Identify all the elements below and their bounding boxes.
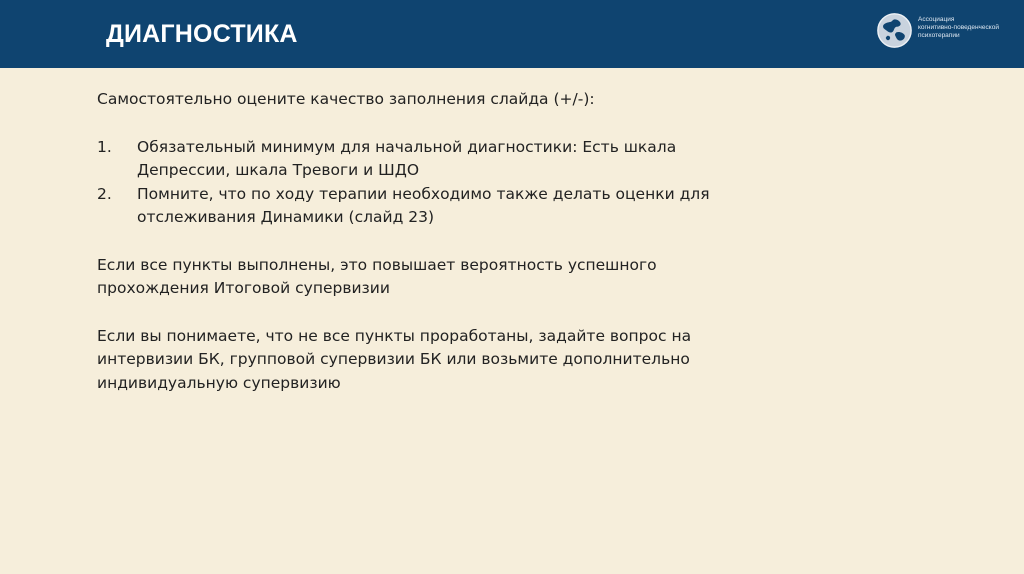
list-item [97,136,737,183]
intro-text: Самостоятельно оцените качество заполнения слайда (+/-): [97,90,595,108]
globe-icon [876,12,913,49]
association-logo [876,12,1016,52]
logo-caption [918,16,1014,40]
logo-line: психотерапии [918,32,960,39]
paragraph-supervision: Если вы понимаете, что не все пункты проработаны, задайте вопрос на интервизии БК, групповой супервизии БК или возьмите дополнительно индивидуальную супервизию [97,326,692,392]
list-number: 2. [97,184,112,203]
list-text: Помните, что по ходу терапии необходимо также делать оценки для отслеживания Динамики (слайд 23) [137,184,710,226]
list-text: Обязательный минимум для начальной диагностики: Есть шкала Депрессии, шкала Тревоги и ШДО [137,137,677,179]
logo-line: Ассоциация [918,16,955,23]
slide-header [0,0,1024,68]
logo-line: когнитивно-поведенческой [918,24,999,31]
slide-title: ДИАГНОСТИКА [106,20,298,48]
list-number: 1. [97,137,112,156]
checklist [97,136,737,230]
paragraph-success: Если все пункты выполнены, это повышает вероятность успешного прохождения Итоговой супервизии [97,255,657,297]
list-item [97,183,737,230]
slide-body [97,88,737,419]
